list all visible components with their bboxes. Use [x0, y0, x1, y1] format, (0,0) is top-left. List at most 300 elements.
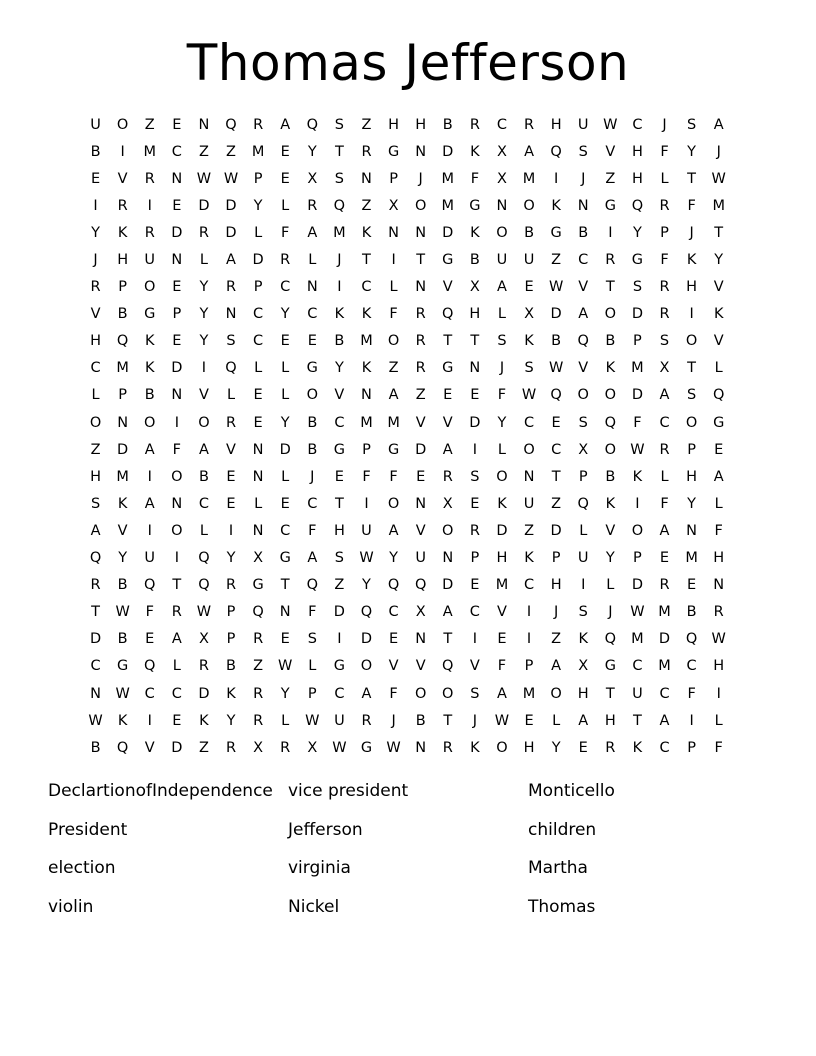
grid-letter: X — [524, 306, 535, 323]
grid-letter: Q — [225, 360, 237, 377]
grid-letter: B — [578, 224, 589, 241]
grid-letter: R — [659, 441, 670, 458]
grid-letter: C — [90, 360, 101, 377]
grid-letter: D — [333, 604, 345, 621]
grid-letter: C — [334, 414, 345, 431]
grid-letter: E — [172, 333, 182, 350]
grid-letter: M — [360, 333, 373, 350]
grid-letter: K — [470, 739, 480, 756]
grid-letter: Q — [116, 333, 129, 350]
grid-letter: F — [714, 739, 723, 756]
grid-letter: C — [686, 658, 697, 675]
grid-letter: W — [711, 631, 726, 648]
grid-letter: R — [361, 712, 372, 729]
grid-letter: O — [171, 468, 183, 485]
grid-letter: R — [253, 631, 264, 648]
grid-letter: B — [226, 658, 236, 675]
grid-letter: C — [307, 306, 318, 323]
grid-letter: Z — [415, 387, 426, 404]
grid-letter: F — [145, 604, 154, 621]
grid-letter: D — [631, 577, 643, 594]
grid-letter: Y — [91, 224, 100, 241]
grid-letter: D — [550, 522, 562, 539]
grid-letter: E — [687, 577, 697, 594]
grid-letter: A — [388, 387, 399, 404]
grid-letter: W — [332, 739, 347, 756]
grid-letter: Z — [388, 360, 399, 377]
grid-letter: R — [442, 739, 453, 756]
grid-letter: D — [658, 631, 671, 648]
grid-letter: S — [226, 333, 236, 350]
grid-letter: O — [442, 522, 454, 539]
grid-letter: Y — [280, 306, 290, 323]
grid-letter: S — [334, 550, 344, 567]
grid-letter: Y — [334, 360, 344, 377]
grid-letter: V — [415, 414, 426, 431]
grid-letter: Q — [198, 577, 210, 594]
grid-letter: L — [308, 658, 317, 675]
grid-letter: H — [469, 306, 481, 323]
grid-letter: N — [523, 468, 535, 485]
grid-letter: Z — [253, 658, 264, 675]
grid-letter: D — [496, 522, 508, 539]
grid-letter: F — [281, 224, 290, 241]
grid-letter: A — [144, 495, 155, 512]
grid-letter: E — [253, 387, 263, 404]
grid-letter: M — [143, 143, 156, 160]
grid-letter: L — [497, 306, 506, 323]
grid-letter: H — [523, 739, 535, 756]
grid-letter: Z — [90, 441, 101, 458]
grid-letter: Y — [551, 739, 561, 756]
grid-letter: R — [659, 279, 670, 296]
grid-letter: K — [144, 333, 155, 350]
grid-letter: E — [172, 116, 182, 133]
grid-letter: T — [687, 170, 697, 187]
grid-letter: Q — [116, 739, 129, 756]
grid-letter: K — [361, 306, 372, 323]
grid-letter: N — [415, 631, 427, 648]
grid-letter: H — [117, 252, 129, 269]
grid-letter: O — [523, 197, 535, 214]
grid-letter: P — [578, 468, 588, 485]
grid-letter: L — [552, 712, 561, 729]
grid-letter: F — [362, 468, 371, 485]
grid-letter: X — [496, 143, 507, 160]
grid-letter: C — [280, 279, 291, 296]
grid-letter: A — [713, 116, 724, 133]
grid-letter: F — [660, 143, 669, 160]
grid-letter: Y — [362, 577, 371, 594]
grid-letter: C — [523, 414, 535, 431]
grid-letter: Z — [551, 631, 562, 648]
grid-letter: N — [198, 116, 210, 133]
grid-letter: X — [578, 658, 589, 675]
grid-letter: V — [388, 658, 399, 675]
grid-letter: I — [581, 577, 586, 594]
grid-letter: V — [226, 441, 236, 458]
grid-letter: L — [660, 170, 669, 187]
grid-letter: W — [494, 712, 510, 729]
grid-letter: U — [577, 550, 589, 567]
grid-letter: K — [144, 360, 155, 377]
grid-letter: E — [443, 387, 453, 404]
grid-letter: B — [605, 468, 616, 485]
grid-letter: O — [604, 306, 617, 323]
grid-letter: E — [551, 414, 561, 431]
grid-letter: U — [523, 495, 535, 512]
grid-letter: S — [578, 604, 588, 621]
grid-letter: D — [442, 577, 454, 594]
grid-letter: V — [117, 522, 128, 539]
grid-letter: P — [687, 739, 696, 756]
grid-letter: T — [280, 577, 290, 594]
grid-letter: C — [307, 495, 318, 512]
word-list-item: violin — [48, 897, 94, 918]
grid-letter: P — [633, 550, 642, 567]
grid-letter: L — [91, 387, 100, 404]
grid-letter: S — [470, 685, 480, 702]
grid-letter: V — [578, 360, 589, 377]
grid-letter: P — [470, 550, 480, 567]
grid-letter: A — [442, 441, 453, 458]
grid-letter: L — [254, 360, 263, 377]
grid-letter: R — [171, 604, 182, 621]
grid-letter: A — [659, 522, 670, 539]
grid-letter: Q — [685, 631, 698, 648]
grid-letter: N — [361, 170, 372, 187]
grid-letter: U — [90, 116, 101, 133]
grid-letter: I — [526, 604, 532, 621]
grid-letter: C — [578, 252, 589, 269]
grid-letter: H — [686, 468, 698, 485]
grid-letter: Q — [89, 550, 102, 567]
grid-letter: P — [687, 441, 696, 458]
grid-letter: F — [633, 414, 642, 431]
grid-letter: O — [198, 414, 210, 431]
grid-letter: B — [307, 441, 318, 458]
grid-letter: V — [334, 387, 345, 404]
grid-letter: C — [632, 658, 643, 675]
grid-letter: E — [470, 577, 480, 594]
grid-letter: W — [603, 116, 618, 133]
grid-letter: I — [337, 631, 342, 648]
grid-letter: Q — [225, 116, 237, 133]
grid-letter: U — [496, 252, 508, 269]
page-title: Thomas Jefferson — [186, 34, 630, 92]
grid-letter: V — [90, 306, 101, 323]
grid-letter: J — [499, 360, 505, 377]
grid-letter: D — [469, 414, 481, 431]
grid-letter: K — [117, 224, 128, 241]
grid-letter: G — [604, 197, 616, 214]
grid-letter: T — [714, 224, 724, 241]
grid-letter: V — [442, 279, 453, 296]
grid-letter: N — [415, 224, 427, 241]
grid-letter: Y — [714, 252, 724, 269]
grid-letter: N — [252, 468, 264, 485]
grid-letter: C — [469, 604, 480, 621]
grid-letter: E — [578, 739, 588, 756]
grid-letter: A — [226, 252, 236, 269]
grid-letter: E — [524, 712, 534, 729]
grid-letter: P — [172, 306, 182, 323]
grid-letter: T — [605, 685, 615, 702]
grid-letter: W — [548, 279, 564, 296]
grid-letter: K — [226, 685, 236, 702]
grid-letter: D — [442, 224, 454, 241]
grid-letter: O — [577, 387, 589, 404]
grid-letter: G — [713, 414, 725, 431]
grid-letter: X — [307, 170, 318, 187]
grid-letter: L — [606, 577, 615, 594]
grid-letter: R — [198, 224, 209, 241]
grid-letter: I — [689, 306, 694, 323]
grid-letter: J — [310, 468, 315, 485]
grid-letter: Q — [306, 116, 318, 133]
grid-letter: I — [147, 197, 152, 214]
grid-letter: A — [524, 143, 534, 160]
grid-letter: C — [198, 495, 209, 512]
grid-letter: F — [308, 604, 317, 621]
grid-letter: U — [334, 712, 345, 729]
grid-letter: P — [118, 387, 128, 404]
grid-letter: M — [495, 577, 509, 594]
grid-letter: N — [225, 306, 237, 323]
grid-letter: B — [198, 468, 209, 485]
grid-letter: N — [171, 387, 183, 404]
grid-letter: Q — [144, 577, 156, 594]
grid-letter: Q — [550, 387, 562, 404]
grid-letter: W — [548, 360, 564, 377]
grid-letter: L — [281, 360, 290, 377]
grid-letter: K — [470, 143, 480, 160]
grid-letter: C — [632, 116, 643, 133]
grid-letter: R — [659, 577, 670, 594]
grid-letter: E — [497, 631, 507, 648]
grid-letter: B — [307, 414, 318, 431]
grid-letter: L — [660, 468, 669, 485]
grid-letter: N — [279, 604, 291, 621]
grid-letter: E — [145, 631, 155, 648]
grid-letter: D — [117, 441, 129, 458]
grid-letter: N — [496, 197, 508, 214]
grid-letter: Y — [280, 685, 290, 702]
grid-letter: M — [441, 197, 455, 214]
grid-letter: W — [278, 658, 293, 675]
grid-letter: G — [469, 197, 481, 214]
grid-letter: Z — [551, 495, 562, 512]
grid-letter: F — [470, 170, 480, 187]
grid-letter: I — [147, 468, 152, 485]
grid-letter: O — [89, 414, 102, 431]
grid-letter: K — [361, 360, 372, 377]
grid-letter: W — [196, 170, 212, 187]
grid-letter: Y — [280, 414, 290, 431]
grid-letter: O — [604, 387, 617, 404]
grid-letter: Q — [577, 495, 589, 512]
grid-letter: F — [687, 685, 696, 702]
grid-letter: S — [90, 495, 101, 512]
grid-letter: L — [389, 279, 398, 296]
word-list-item: Martha — [528, 858, 588, 879]
grid-letter: H — [686, 279, 698, 296]
grid-letter: Q — [306, 577, 318, 594]
grid-letter: B — [469, 252, 480, 269]
grid-letter: Q — [550, 143, 562, 160]
grid-letter: H — [415, 116, 427, 133]
grid-letter: I — [391, 252, 396, 269]
grid-letter: E — [388, 631, 399, 648]
grid-letter: A — [659, 387, 670, 404]
grid-letter: Z — [361, 197, 372, 214]
grid-letter: D — [225, 224, 237, 241]
grid-letter: L — [714, 712, 723, 729]
grid-letter: Z — [605, 170, 616, 187]
grid-letter: E — [470, 495, 480, 512]
grid-letter: R — [280, 739, 291, 756]
grid-letter: P — [226, 604, 236, 621]
grid-letter: V — [198, 387, 209, 404]
grid-letter: E — [280, 143, 290, 160]
letter-grid — [82, 111, 742, 761]
word-list-item: vice president — [288, 781, 409, 801]
grid-letter: V — [713, 333, 724, 350]
grid-letter: V — [469, 658, 480, 675]
grid-letter: S — [307, 631, 317, 648]
grid-letter: A — [307, 550, 318, 567]
grid-letter: H — [577, 685, 589, 702]
grid-letter: A — [171, 631, 182, 648]
grid-letter: H — [550, 116, 562, 133]
grid-letter: J — [662, 116, 667, 133]
grid-letter: X — [496, 170, 507, 187]
grid-letter: F — [687, 197, 696, 214]
grid-letter: T — [91, 604, 100, 621]
grid-letter: I — [174, 550, 179, 567]
grid-letter: N — [686, 522, 698, 539]
grid-letter: V — [605, 143, 616, 160]
grid-letter: O — [685, 414, 698, 431]
grid-letter: Q — [604, 414, 617, 431]
grid-letter: C — [361, 279, 372, 296]
grid-letter: M — [712, 197, 725, 214]
grid-letter: S — [334, 170, 344, 187]
grid-letter: I — [364, 495, 369, 512]
grid-letter: H — [333, 522, 345, 539]
grid-letter: O — [360, 658, 373, 675]
grid-letter: R — [144, 170, 155, 187]
grid-letter: S — [659, 333, 670, 350]
grid-letter: M — [251, 143, 265, 160]
grid-letter: A — [442, 604, 453, 621]
grid-letter: N — [415, 495, 427, 512]
grid-letter: C — [659, 685, 670, 702]
grid-letter: L — [254, 495, 263, 512]
grid-letter: M — [116, 360, 129, 377]
grid-letter: P — [118, 279, 128, 296]
grid-letter: B — [551, 333, 562, 350]
grid-letter: R — [415, 360, 426, 377]
grid-letter: M — [441, 170, 455, 187]
grid-letter: Q — [414, 577, 427, 594]
grid-letter: H — [604, 712, 616, 729]
grid-letter: R — [415, 333, 426, 350]
grid-letter: Z — [551, 252, 562, 269]
grid-letter: Z — [226, 143, 236, 160]
grid-letter: E — [416, 468, 426, 485]
grid-letter: X — [659, 360, 670, 377]
grid-letter: A — [578, 306, 589, 323]
grid-letter: T — [632, 712, 642, 729]
grid-letter: L — [308, 252, 317, 269]
grid-letter: F — [308, 522, 317, 539]
grid-letter: O — [387, 495, 400, 512]
grid-letter: N — [415, 279, 427, 296]
grid-letter: B — [605, 333, 616, 350]
grid-letter: P — [551, 550, 561, 567]
grid-letter: W — [711, 170, 726, 187]
grid-letter: R — [415, 306, 426, 323]
grid-letter: Q — [442, 306, 454, 323]
grid-letter: N — [415, 739, 427, 756]
grid-letter: R — [90, 279, 101, 296]
grid-letter: R — [605, 252, 616, 269]
grid-letter: K — [605, 360, 616, 377]
grid-letter: E — [280, 170, 290, 187]
grid-letter: N — [361, 387, 372, 404]
grid-letter: A — [551, 658, 562, 675]
grid-letter: V — [605, 522, 616, 539]
grid-letter: C — [253, 333, 264, 350]
word-list-item: virginia — [288, 858, 351, 879]
grid-letter: G — [117, 658, 129, 675]
grid-letter: R — [90, 577, 101, 594]
grid-letter: I — [93, 197, 98, 214]
grid-letter: D — [360, 631, 373, 648]
grid-letter: O — [442, 685, 454, 702]
grid-letter: B — [117, 306, 128, 323]
grid-letter: J — [418, 170, 423, 187]
grid-letter: Y — [687, 143, 697, 160]
grid-letter: V — [578, 279, 589, 296]
grid-letter: D — [415, 441, 427, 458]
grid-letter: K — [632, 739, 643, 756]
grid-letter: E — [659, 550, 670, 567]
grid-letter: F — [389, 306, 398, 323]
grid-letter: N — [306, 279, 318, 296]
grid-letter: K — [470, 224, 480, 241]
grid-letter: J — [337, 252, 342, 269]
grid-letter: G — [631, 252, 644, 269]
grid-letter: K — [117, 712, 128, 729]
grid-letter: K — [334, 306, 345, 323]
grid-letter: C — [523, 577, 535, 594]
grid-letter: P — [389, 170, 398, 187]
grid-letter: K — [199, 712, 209, 729]
grid-letter: G — [387, 143, 400, 160]
grid-letter: B — [334, 333, 345, 350]
grid-letter: T — [443, 631, 453, 648]
grid-letter: A — [307, 224, 318, 241]
grid-letter: I — [201, 360, 207, 377]
grid-letter: M — [631, 631, 644, 648]
grid-letter: V — [496, 604, 507, 621]
grid-letter: T — [172, 577, 182, 594]
grid-letter: A — [388, 522, 399, 539]
grid-letter: S — [470, 468, 480, 485]
grid-letter: M — [631, 360, 644, 377]
